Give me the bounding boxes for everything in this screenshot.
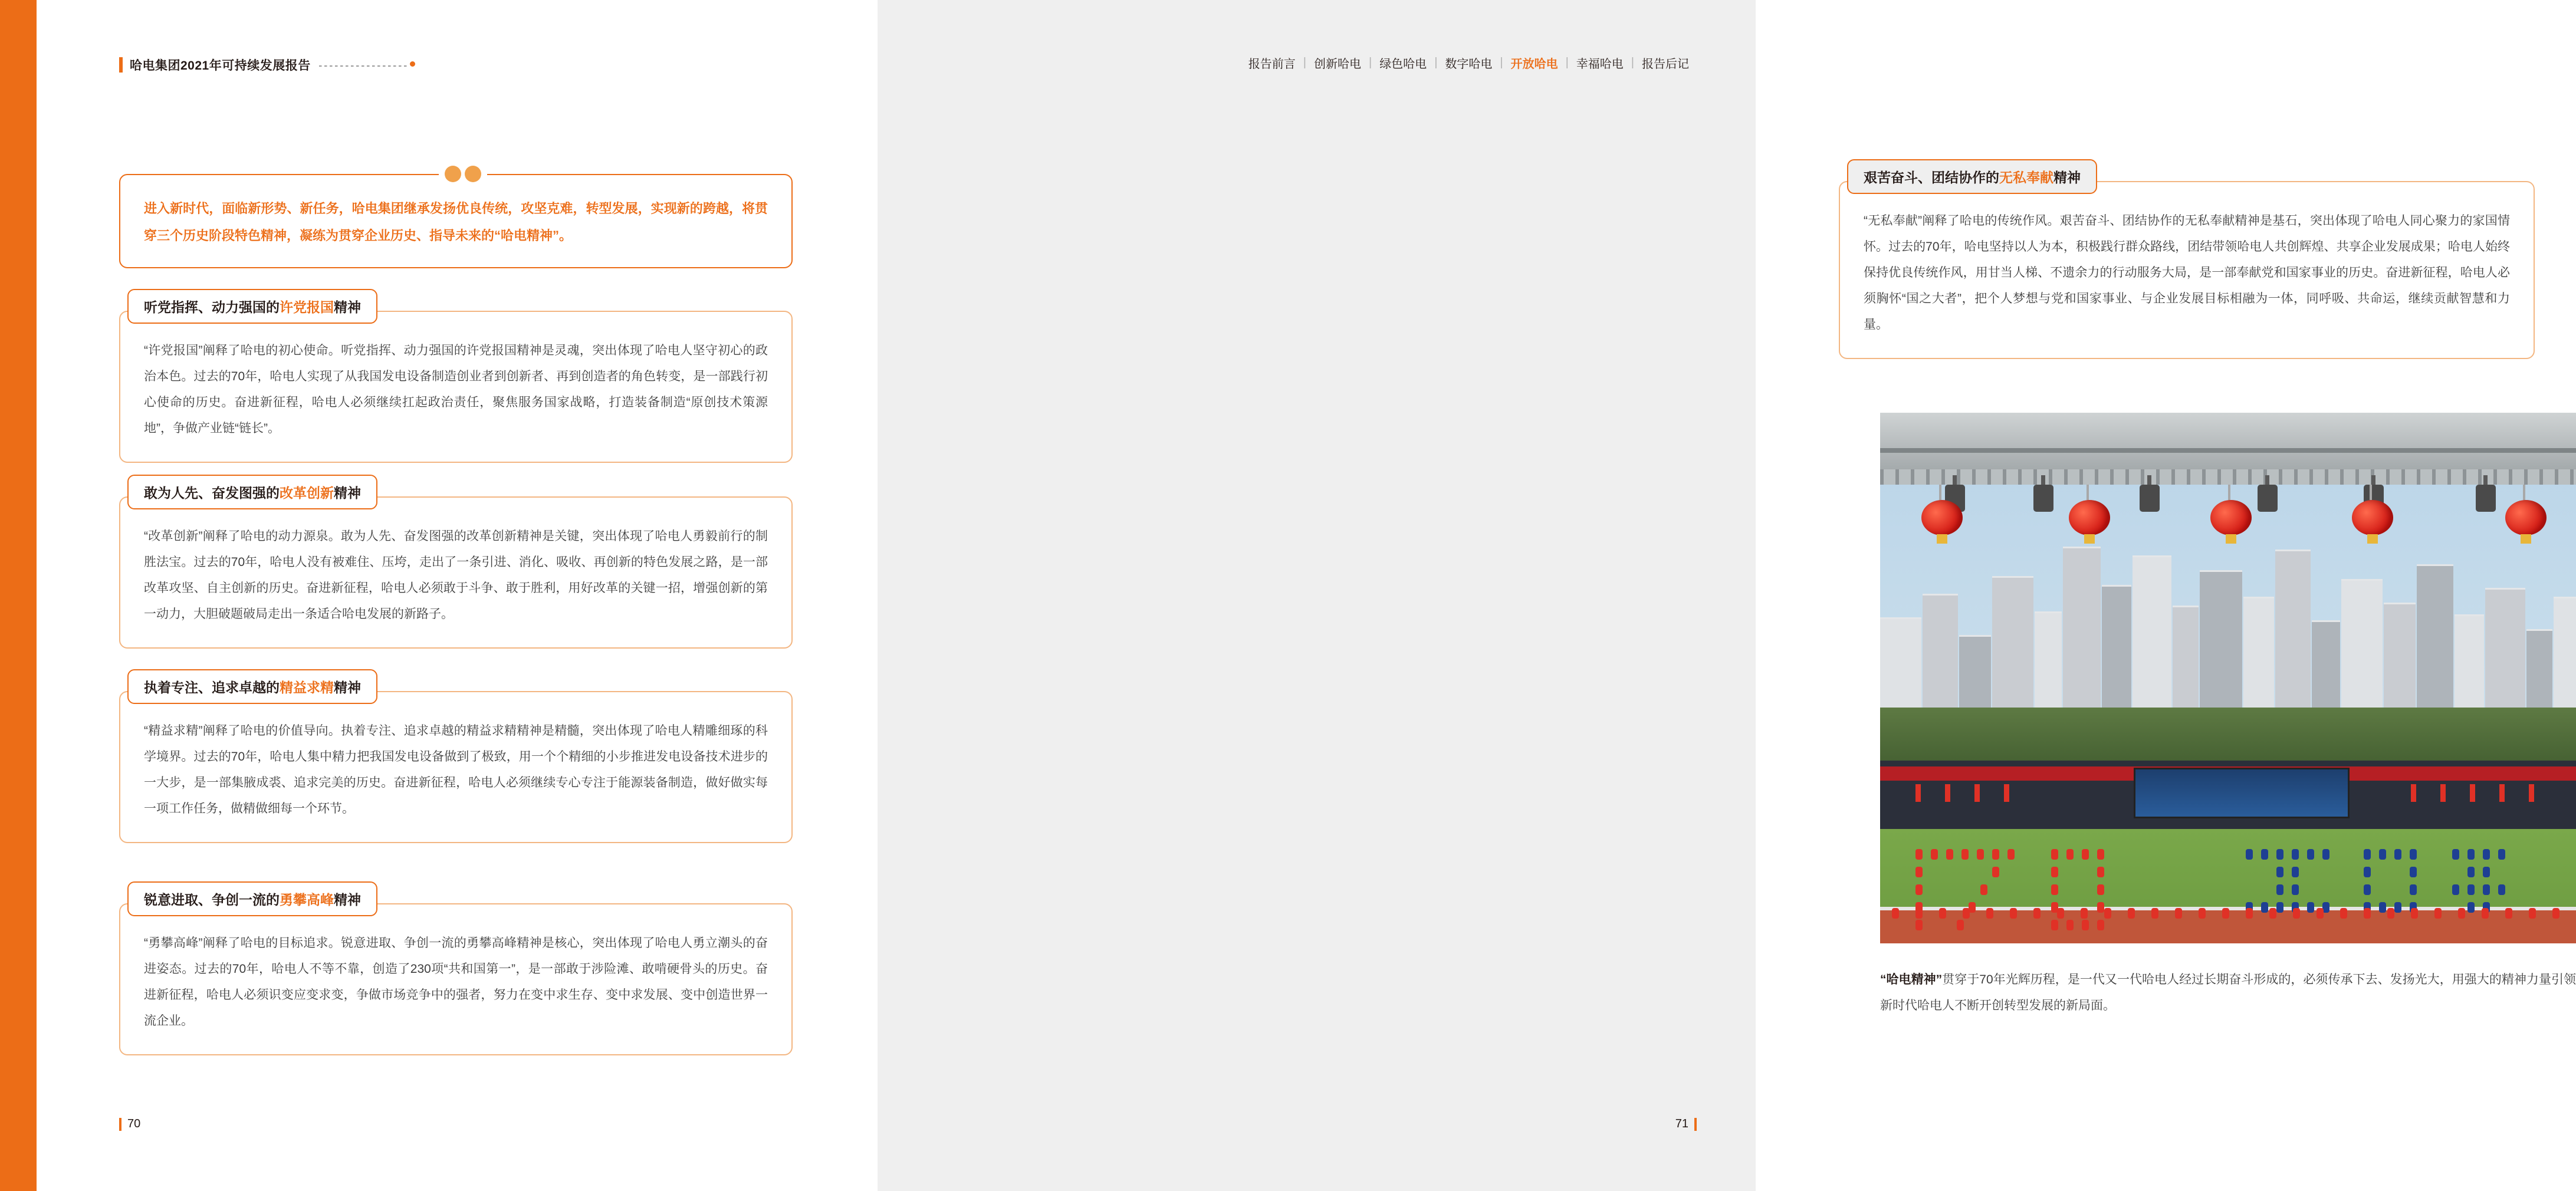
section-title-suffix: 精神 — [334, 680, 361, 695]
section-body-text: “勇攀高峰”阐释了哈电的目标追求。锐意进取、争创一流的勇攀高峰精神是核心，突出体现了哈电人勇立潮头的奋进姿态。过去的70年，哈电人不等不靠，创造了230项“共和国第一”，是一部敢于涉险滩、敢啃硬骨头的历史。奋进新征程，哈电人必须识变应变求变，争做市场竞争中的强者，努力在变中求生存、变中求发展、变中创造世界一流企业。 — [144, 936, 768, 1028]
section-nav — [1241, 54, 1697, 71]
page-number-right — [1670, 1117, 1697, 1131]
section-title-suffix: 精神 — [2053, 170, 2081, 185]
section-body-box — [119, 311, 793, 463]
section-title-suffix: 精神 — [334, 485, 361, 501]
section-title — [144, 482, 361, 502]
section-title-suffix: 精神 — [334, 300, 361, 315]
decorative-dots-icon — [439, 166, 487, 182]
nav-separator: | — [1565, 56, 1569, 69]
section-title-highlight: 改革创新 — [280, 485, 334, 501]
header-accent-bar — [119, 57, 123, 73]
section-title — [144, 297, 361, 316]
nav-separator: | — [1368, 56, 1372, 69]
section-wusifengxian — [1839, 159, 2535, 359]
red-lantern-icon — [2210, 500, 2252, 535]
section-jingyiqiujing — [119, 669, 793, 843]
nav-separator: | — [1500, 56, 1503, 69]
page-number-value: 71 — [1675, 1117, 1688, 1130]
photo-roof-truss — [1880, 469, 2576, 485]
section-title-prefix: 敢为人先、奋发图强的 — [144, 485, 280, 501]
left-spine-bar — [0, 0, 37, 1191]
section-body-box — [119, 691, 793, 843]
photo-caption-bold: “哈电精神” — [1880, 973, 1943, 986]
section-title-box — [1847, 159, 2097, 194]
section-title-box — [127, 289, 377, 324]
stage-light-icon — [2476, 485, 2496, 512]
red-lantern-icon — [2069, 500, 2110, 535]
page-number-tick — [1694, 1118, 1697, 1131]
section-title-highlight: 勇攀高峰 — [280, 892, 334, 907]
section-title-suffix: 精神 — [334, 892, 361, 907]
photo-caption — [1880, 967, 2576, 1019]
nav-separator: | — [1303, 56, 1306, 69]
nav-separator: | — [1434, 56, 1438, 69]
intro-text: 进入新时代，面临新形势、新任务，哈电集团继承发扬优良传统，攻坚克难，转型发展，实现新的跨越，将贯穿三个历史阶段特色精神，凝练为贯穿企业历史、指导未来的“哈电精神”。 — [144, 201, 768, 243]
report-title: 哈电集团2021年可持续发展报告 — [130, 59, 311, 73]
page-number-value: 70 — [127, 1117, 141, 1130]
section-body-text: “许党报国”阐释了哈电的初心使命。听党指挥、动力强国的许党报国精神是灵魂，突出体现了哈电人坚守初心的政治本色。过去的70年，哈电人实现了从我国发电设备制造创业者到创新者、再到创造者的角色转变，是一部践行初心使命的历史。奋进新征程，哈电人必须继续扛起政治责任，聚焦服务国家战略，打造装备制造“原创技术策源地”，争做产业链“链长”。 — [144, 344, 768, 435]
section-title-prefix: 锐意进取、争创一流的 — [144, 892, 280, 907]
section-xudangbaoguo — [119, 289, 793, 463]
section-title-prefix: 艰苦奋斗、团结协作的 — [1864, 170, 1999, 185]
nav-item-5[interactable]: 幸福哈电 — [1576, 58, 1624, 71]
page-number-left — [119, 1117, 146, 1131]
left-page — [37, 0, 878, 1191]
section-title-highlight: 精益求精 — [280, 680, 334, 695]
nav-item-1[interactable]: 创新哈电 — [1313, 58, 1361, 71]
photo-stage-screen — [2134, 768, 2350, 818]
nav-item-6[interactable]: 报告后记 — [1642, 58, 1689, 71]
stage-light-icon — [2033, 485, 2053, 512]
header-dotted-line — [319, 65, 408, 67]
photo-city-skyline — [1880, 531, 2576, 725]
nav-item-2[interactable]: 绿色哈电 — [1379, 58, 1427, 71]
photo-roof-beam — [1880, 448, 2576, 453]
section-body-box — [1839, 181, 2535, 359]
header-left — [119, 56, 415, 74]
photo-caption-rest: 贯穿于70年光辉历程，是一代又一代哈电人经过长期奋斗形成的，必须传承下去、发扬光大，用强大的精神力量引领新时代哈电人不断开创转型发展的新局面。 — [1880, 973, 2576, 1012]
section-title-box — [127, 669, 377, 704]
intro-callout-box — [119, 174, 793, 268]
section-yongpangaofeng — [119, 881, 793, 1055]
stage-light-icon — [2258, 485, 2278, 512]
section-title — [144, 677, 361, 696]
nav-separator: | — [1631, 56, 1634, 69]
section-body-text: “改革创新”阐释了哈电的动力源泉。敢为人先、奋发图强的改革创新精神是关键，突出体现了哈电人勇毅前行的制胜法宝。过去的70年，哈电人没有被难住、压垮，走出了一条引进、消化、吸收、再创新的特色发展之路，是一部改革攻坚、自主创新的历史。奋进新征程，哈电人必须敢于斗争、敢于胜利，用好改革的关键一招，增强创新的第一动力，大胆破题破局走出一条适合哈电发展的新路子。 — [144, 529, 768, 621]
red-lantern-icon — [2352, 500, 2393, 535]
nav-item-4-active[interactable]: 开放哈电 — [1510, 58, 1558, 71]
section-body-box — [119, 496, 793, 649]
section-body-text: “精益求精”阐释了哈电的价值导向。执着专注、追求卓越的精益求精精神是精髓，突出体现了哈电人精雕细琢的科学境界。过去的70年，哈电人集中精力把我国发电设备做到了极致，用一个个精细的小步推进发电设备技术进步的一大步，是一部集腋成裘、追求完美的历史。奋进新征程，哈电人必须继续专心专注于能源装备制造，做好做实每一项工作任务，做精做细每一个环节。 — [144, 724, 768, 815]
right-page — [878, 0, 2576, 1191]
section-title-box — [127, 881, 377, 916]
nav-item-0[interactable]: 报告前言 — [1248, 58, 1296, 71]
page-number-tick — [119, 1118, 121, 1131]
section-title-prefix: 听党指挥、动力强国的 — [144, 300, 280, 315]
section-gaigechuangxin — [119, 475, 793, 649]
section-body-text: “无私奉献”阐释了哈电的传统作风。艰苦奋斗、团结协作的无私奉献精神是基石，突出体现了哈电人同心聚力的家国情怀。过去的70年，哈电坚持以人为本，积极践行群众路线，团结带领哈电人共创辉煌、共享企业发展成果；哈电人始终保持优良传统作风，用甘当人梯、不遗余力的行动服务大局，是一部奉献党和国家事业的历史。奋进新征程，哈电人必须胸怀“国之大者”，把个人梦想与党和国家事业、与企业发展目标相融为一体，同呼吸、共命运，继续贡献智慧和力量。 — [1864, 214, 2510, 331]
section-title — [1864, 167, 2081, 186]
header-dot-icon — [410, 61, 415, 67]
section-title-highlight: 许党报国 — [280, 300, 334, 315]
section-body-box — [119, 903, 793, 1055]
red-lantern-icon — [1921, 500, 1963, 535]
nav-item-3[interactable]: 数字哈电 — [1445, 58, 1493, 71]
red-lantern-icon — [2505, 500, 2547, 535]
section-title-prefix: 执着专注、追求卓越的 — [144, 680, 280, 695]
section-title-box — [127, 475, 377, 509]
stage-light-icon — [2140, 485, 2160, 512]
section-title — [144, 889, 361, 909]
stadium-performance-photo — [1880, 413, 2576, 943]
section-title-highlight: 无私奉献 — [1999, 170, 2053, 185]
